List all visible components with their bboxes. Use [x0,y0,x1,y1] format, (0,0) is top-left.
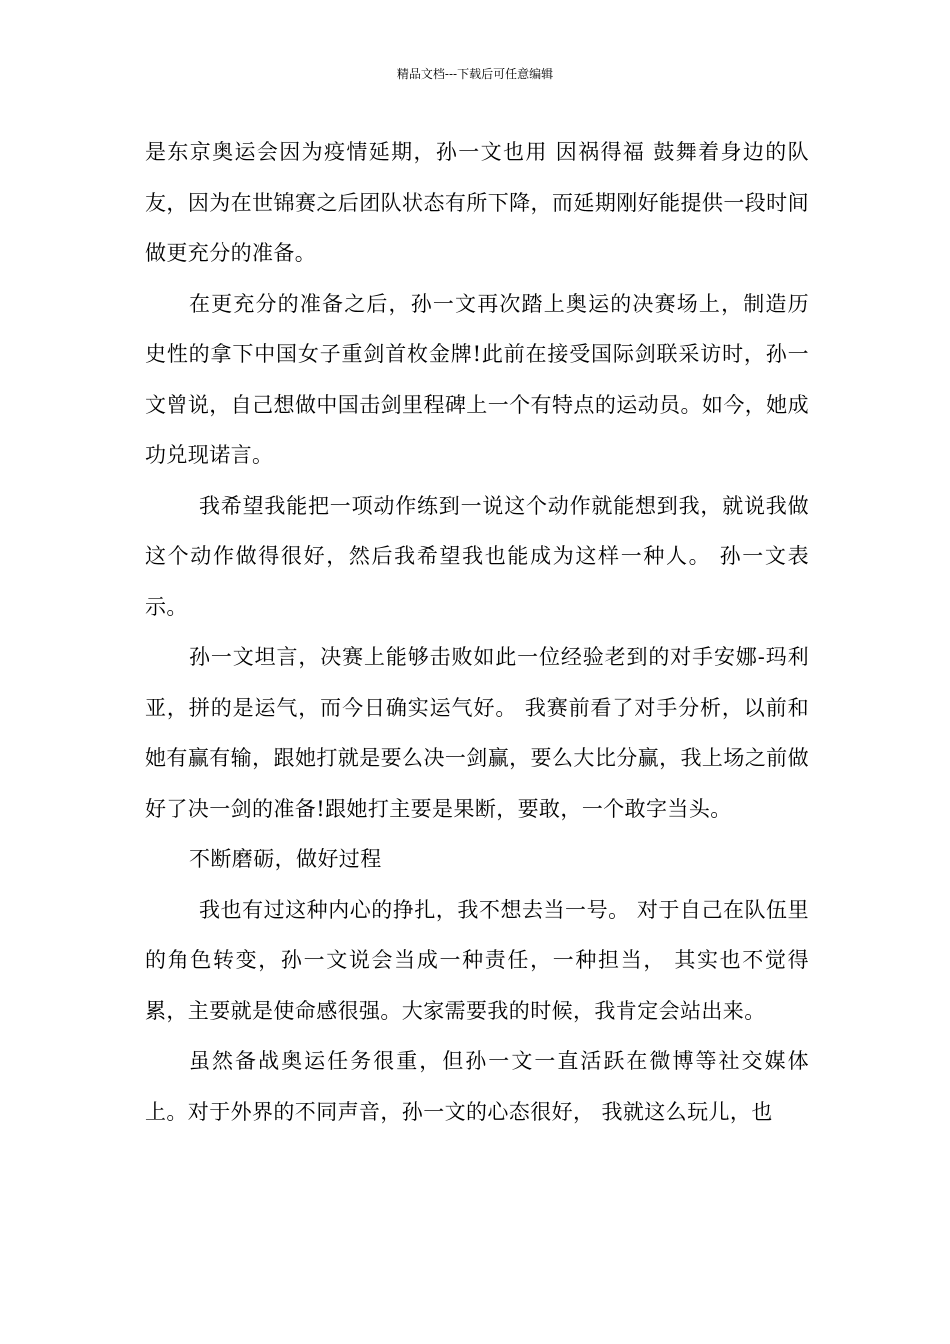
section-heading: 不断磨砺，做好过程 [189,847,382,871]
document-body [145,127,809,1137]
paragraph-1: 是东京奥运会因为疫情延期，孙一文也用 因祸得福 鼓舞着身边的队友，因为在世锦赛之后团队状态有所下降，而延期刚好能提供一段时间做更充分的准备。 [145,140,809,265]
paragraph-2: 在更充分的准备之后，孙一文再次踏上奥运的决赛场上，制造历史性的拿下中国女子重剑首枚金牌!此前在接受国际剑联采访时，孙一文曾说，自己想做中国击剑里程碑上一个有特点的运动员。如今，她成功兑现诺言。 [145,291,809,467]
paragraph-4: 孙一文坦言，决赛上能够击败如此一位经验老到的对手安娜-玛利亚，拼的是运气，而今日确实运气好。 我赛前看了对手分析，以前和她有赢有输，跟她打就是要么决一剑赢，要么大比分赢，我上场之前做好了决一剑的准备!跟她打主要是果断，要敢，一个敢字当头。 [145,645,809,821]
paragraph-3: 我希望我能把一项动作练到一说这个动作就能想到我，就说我做这个动作做得很好，然后我希望我也能成为这样一种人。 孙一文表示。 [145,493,809,619]
page-header: 精品文档---下载后可任意编辑 [396,67,554,81]
paragraph-6: 虽然备战奥运任务很重，但孙一文一直活跃在微博等社交媒体上。对于外界的不同声音，孙一文的心态很好， 我就这么玩儿，也 [145,1049,809,1124]
paragraph-5: 我也有过这种内心的挣扎，我不想去当一号。 对于自己在队伍里的角色转变，孙一文说会当成一种责任，一种担当， 其实也不觉得累，主要就是使命感很强。大家需要我的时候，我肯定会站出来。 [145,897,809,1023]
